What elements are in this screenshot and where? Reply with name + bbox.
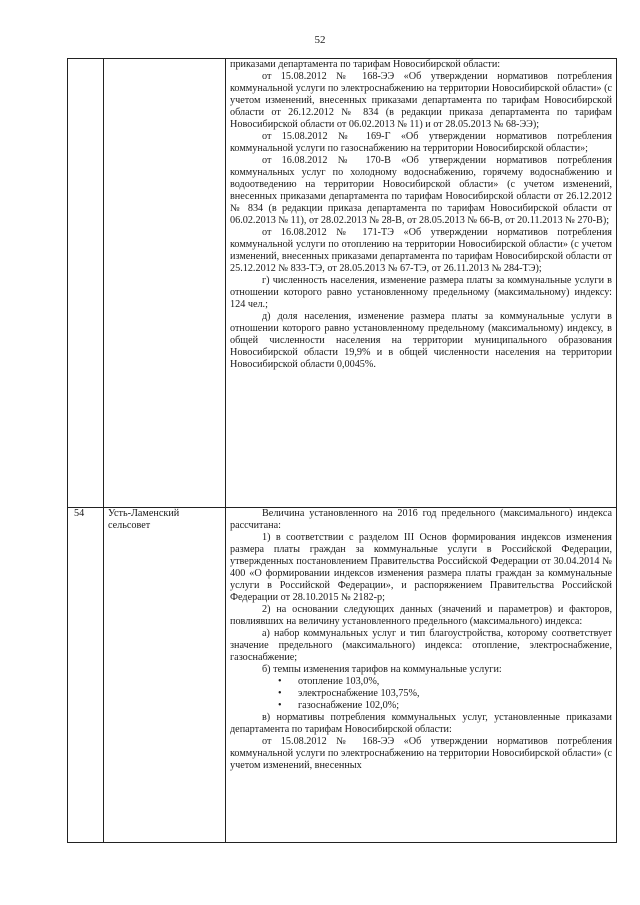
page-number: 52 (314, 34, 326, 46)
paragraph: от 16.08.2012 № 171-ТЭ «Об утверждении нормативов потребления коммунальной услуги по отоплению на территории Новосибирской области» (с учетом изменений, внесенных приказами департамента по тарифам Новосибирской области от 25.12.2012 № 833-ТЭ, от 28.05.2013 № 67-ТЭ, от 26.11.2013 № 284-ТЭ); (230, 227, 612, 274)
paragraph: приказами департамента по тарифам Новосибирской области: (230, 59, 501, 70)
paragraph: от 16.08.2012 № 170-В «Об утверждении нормативов потребления коммунальных услуг по холодному водоснабжению, горячему водоснабжению и водоотведению на территории Новосибирской области» (с учетом изменений, внесенных приказами департамента по тарифам Новосибирской области от 26.12.2012 № 834 (в редакции приказа департамента по тарифам Новосибирской области от 06.02.2013 № 11), от 28.02.2013 № 28-В, от 28.05.2013 № 66-В, от 20.11.2013 № 270-В); (230, 155, 612, 226)
description-cell (226, 508, 617, 843)
municipality-name-cell: Усть-Ламенский сельсовет (104, 508, 226, 843)
municipality-name-cell (104, 59, 226, 508)
paragraph: 2) на основании следующих данных (значений и параметров) и факторов, повлиявших на величину установленного предельного (максимального) индекса: (230, 604, 612, 627)
paragraph: от 15.08.2012 № 168-ЭЭ «Об утверждении нормативов потребления коммунальной услуги по электроснабжению на территории Новосибирской области» (с учетом изменений, внесенных (230, 736, 612, 771)
paragraph: от 15.08.2012 № 169-Г «Об утверждении нормативов потребления коммунальной услуги по газоснабжению на территории Новосибирской области»; (230, 131, 612, 154)
row-number-cell (68, 59, 104, 508)
table-row (68, 508, 617, 843)
list-item: • отопление 103,0%, (278, 676, 612, 688)
paragraph: от 15.08.2012 № 168-ЭЭ «Об утверждении нормативов потребления коммунальной услуги по электроснабжению на территории Новосибирской области» (с учетом изменений, внесенных приказами департамента по тарифам Новосибирской области от 26.12.2012 № 834 (в редакции приказа департамента по тарифам Новосибирской области от 06.02.2013 № 11) и от 28.05.2013 № 68-ЭЭ); (230, 71, 612, 130)
paragraph: г) численность населения, изменение размера платы за коммунальные услуги в отношении которого равно установленному предельному (максимальному) индексу: 124 чел.; (230, 275, 612, 310)
paragraph: в) нормативы потребления коммунальных услуг, установленные приказами департамента по тарифам Новосибирской области: (230, 712, 612, 735)
paragraph: а) набор коммунальных услуг и тип благоустройства, которому соответствует значение предельного (максимального) индекса: отопление, электроснабжение, газоснабжение; (230, 628, 612, 663)
row-number-cell: 54 (68, 508, 104, 843)
paragraph: д) доля населения, изменение размера платы за коммунальные услуги в отношении которого равно установленному предельному (максимальному) индексу, в общей численности населения на территории муниципального образования Новосибирской области 19,9% и в общей численности населения на территории Новосибирской области 0,0045%. (230, 311, 612, 370)
list-item: • газоснабжение 102,0%; (278, 700, 612, 712)
paragraph: 1) в соответствии с разделом III Основ формирования индексов изменения размера платы граждан за коммунальные услуги в Российской Федерации, утвержденных постановлением Правительства Российской Федерации от 30.04.2014 № 400 «О формировании индексов изменения размера платы граждан за коммунальные услуги в Российской Федерации», и распоряжением Правительства Российской Федерации от 28.10.2015 № 2182-р; (230, 532, 612, 603)
paragraph: б) темпы изменения тарифов на коммунальные услуги: (262, 664, 502, 675)
paragraph: Величина установленного на 2016 год предельного (максимального) индекса рассчитана: (230, 508, 612, 531)
list-item: • электроснабжение 103,75%, (278, 688, 612, 700)
description-cell (226, 59, 617, 508)
tariff-bullet-list (230, 676, 612, 712)
document-table (67, 58, 617, 843)
table-row (68, 59, 617, 508)
